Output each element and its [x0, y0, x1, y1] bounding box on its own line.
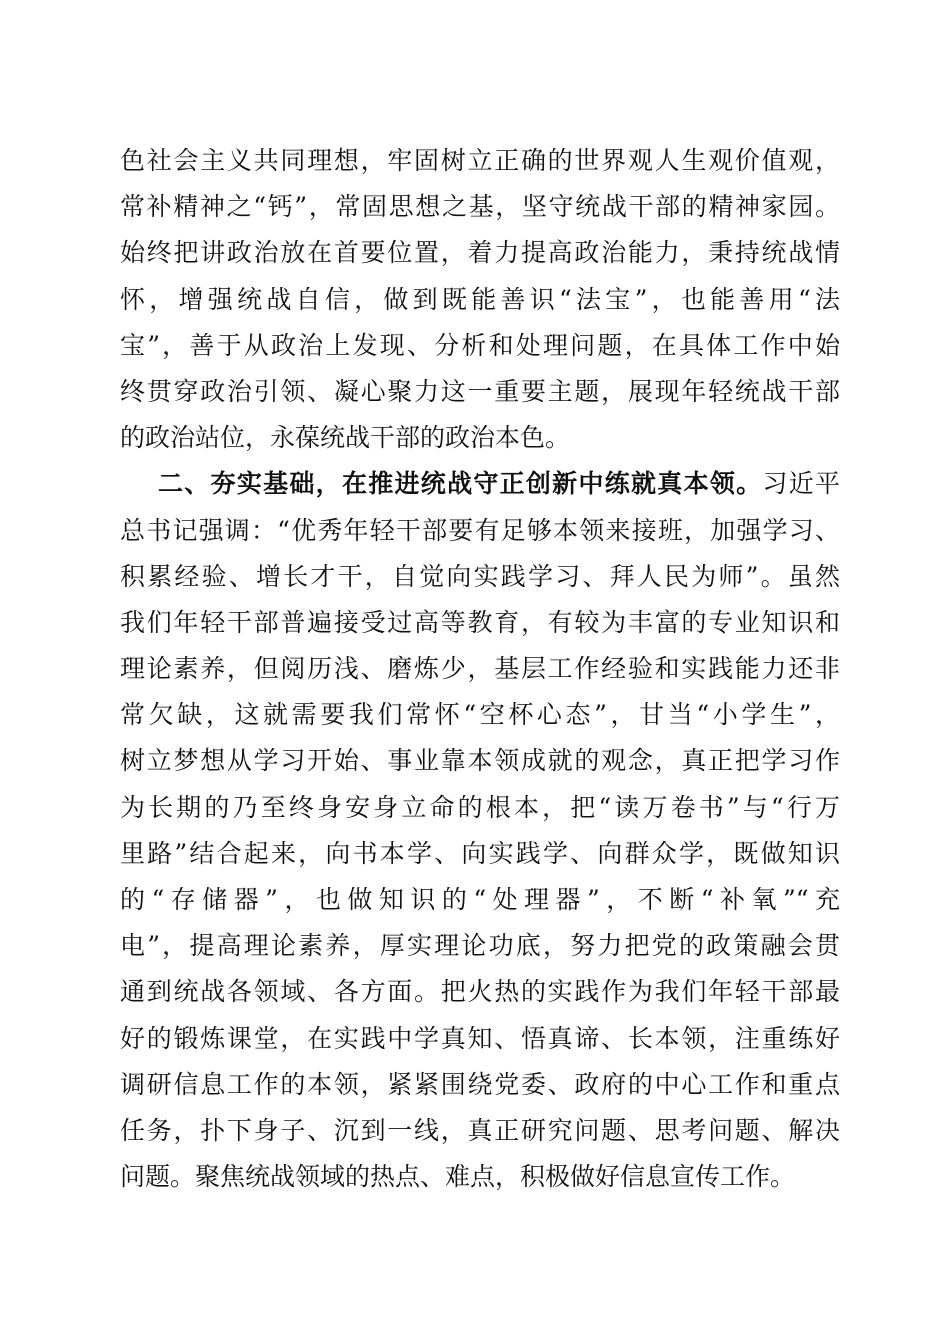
paragraph-line: 理论素养，但阅历浅、磨炼少，基层工作经验和实践能力还非 [120, 654, 840, 684]
paragraph-line: 总书记强调：“优秀年轻干部要有足够本领来接班，加强学习、 [120, 515, 840, 545]
section-heading-line [120, 461, 840, 507]
paragraph-line: 终贯穿政治引领、凝心聚力这一重要主题，展现年轻统战干部 [120, 376, 840, 406]
paragraph-line: 色社会主义共同理想，牢固树立正确的世界观人生观价值观， [120, 146, 840, 175]
paragraph-line: 通到统战各领域、各方面。把火热的实践作为我们年轻干部最 [120, 977, 840, 1007]
paragraph-line: 电”，提高理论素养，厚实理论功底，努力把党的政策融会贯 [120, 931, 840, 961]
paragraph-line: 的政治站位，永葆统战干部的政治本色。 [120, 423, 571, 453]
paragraph-line: 怀，增强统战自信，做到既能善识“法宝”，也能善用“法 [120, 284, 840, 314]
paragraph-line: 常补精神之“钙”，常固思想之基，坚守统战干部的精神家园。 [120, 192, 840, 222]
paragraph-line: 我们年轻干部普遍接受过高等教育，有较为丰富的专业知识和 [120, 607, 840, 637]
body-text [120, 138, 840, 1200]
paragraph-line: 始终把讲政治放在首要位置，着力提高政治能力，秉持统战情 [120, 238, 840, 268]
heading-line-text: 习近平 [762, 469, 840, 499]
paragraph-line: 调研信息工作的本领，紧紧围绕党委、政府的中心工作和重点 [120, 1069, 840, 1099]
paragraph-line: 宝”，善于从政治上发现、分析和处理问题，在具体工作中始 [120, 330, 840, 360]
section-heading: 二、夯实基础，在推进统战守正创新中练就真本领。 [158, 469, 763, 499]
paragraph-line: 的“存储器”，也做知识的“处理器”，不断“补氧”“充 [120, 885, 840, 914]
paragraph-line: 问题。聚焦统战领域的热点、难点，积极做好信息宣传工作。 [120, 1162, 796, 1192]
paragraph-line: 好的锻炼课堂，在实践中学真知、悟真谛、长本领，注重练好 [120, 1023, 840, 1053]
paragraph-line: 任务，扑下身子、沉到一线，真正研究问题、思考问题、解决 [120, 1115, 840, 1145]
paragraph-line: 里路”结合起来，向书本学、向实践学、向群众学，既做知识 [120, 838, 840, 868]
paragraph-line: 常欠缺，这就需要我们常怀“空杯心态”，甘当“小学生”， [120, 700, 840, 730]
paragraph-line: 积累经验、增长才干，自觉向实践学习、拜人民为师”。虽然 [120, 561, 840, 591]
paragraph-line: 树立梦想从学习开始、事业靠本领成就的观念，真正把学习作 [120, 746, 840, 776]
paragraph-line: 为长期的乃至终身安身立命的根本，把“读万卷书”与“行万 [120, 792, 840, 822]
